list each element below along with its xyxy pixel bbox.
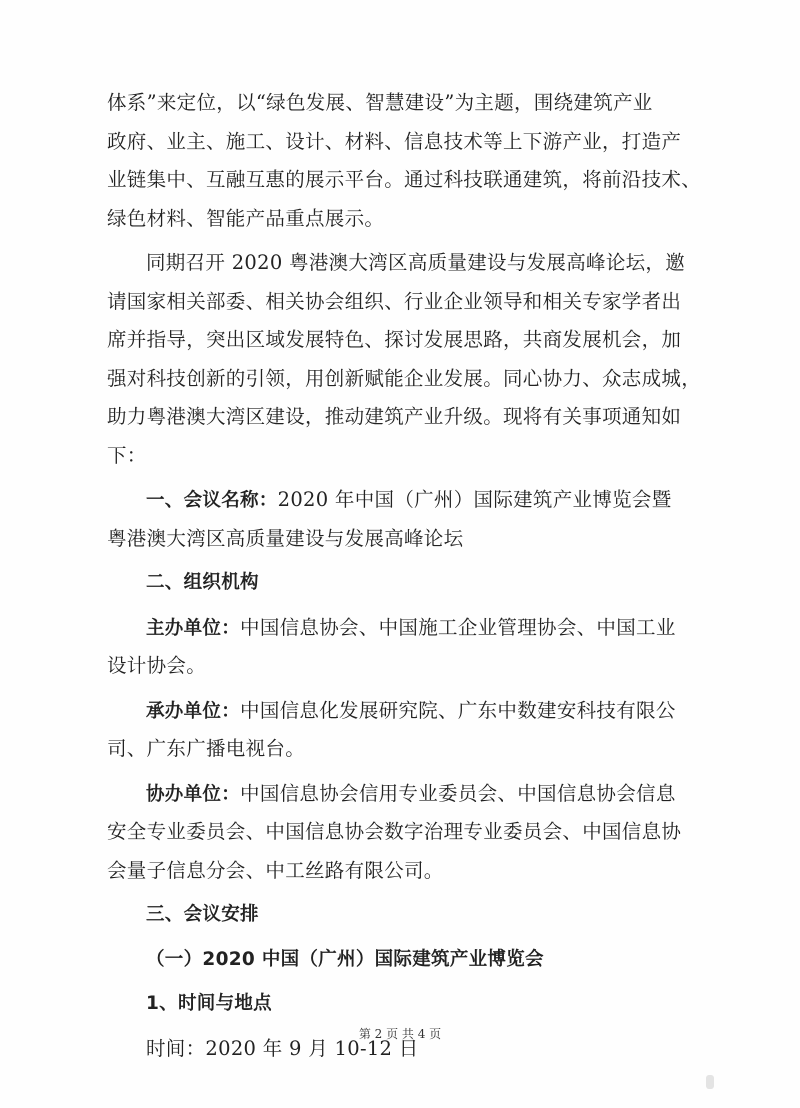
host-line-2: 设计协会。 <box>107 654 207 677</box>
body-line-2: 政府、业主、施工、设计、材料、信息技术等上下游产业，打造产 <box>107 129 682 153</box>
section-heading-organization: 二、组织机构 <box>146 572 259 593</box>
meeting-name-text: 2020 年中国（广州）国际建筑产业博览会暨 <box>277 488 672 511</box>
document-body <box>107 84 702 1068</box>
page-footer: 第 2 页 共 4 页 <box>358 1027 442 1041</box>
body-line-4: 绿色材料、智能产品重点展示。 <box>107 206 385 230</box>
co-organizer-line <box>107 775 697 814</box>
body-line-1: 体系”来定位，以“绿色发展、智慧建设”为主题，围绕建筑产业 <box>107 91 653 114</box>
host-text: 中国信息协会、中国施工企业管理协会、中国工业 <box>240 615 676 639</box>
body-line-3: 业链集中、互融互惠的展示平台。通过科技联通建筑，将前沿技术、 <box>107 168 702 191</box>
host-label: 主办单位： <box>146 617 241 639</box>
subsection-heading-expo: （一）2020 中国（广州）国际建筑产业博览会 <box>146 948 544 970</box>
body-line-6: 请国家相关部委、相关协会组织、行业企业领导和相关专家学者出 <box>107 289 682 313</box>
body-line-8: 强对科技创新的引领，用创新赋能企业发展。同心协力、众志成城， <box>107 366 702 390</box>
host-line <box>107 609 697 648</box>
organizer-line <box>107 692 697 731</box>
time-line: 时间：2020 年 9 月 10-12 日 <box>146 1036 419 1060</box>
scan-artifact <box>706 1075 714 1089</box>
co-organizer-label: 协办单位： <box>146 783 241 805</box>
section-heading-arrangement: 三、会议安排 <box>146 904 259 925</box>
body-line-5: 同期召开 2020 粤港澳大湾区高质量建设与发展高峰论坛，邀 <box>146 251 686 274</box>
meeting-name-line <box>107 481 697 520</box>
co-organizer-line-2: 安全专业委员会、中国信息协会数字治理专业委员会、中国信息协 <box>107 820 682 843</box>
organizer-label: 承办单位： <box>146 700 241 722</box>
meeting-name-line-2: 粤港澳大湾区高质量建设与发展高峰论坛 <box>107 526 464 550</box>
organizer-line-2: 司、广东广播电视台。 <box>107 737 306 760</box>
co-organizer-line-3: 会量子信息分会、中工丝路有限公司。 <box>107 858 444 882</box>
body-line-9: 助力粤港澳大湾区建设，推动建筑产业升级。现将有关事项通知如 <box>107 405 682 428</box>
organizer-text: 中国信息化发展研究院、广东中数建安科技有限公 <box>240 698 676 722</box>
co-organizer-text: 中国信息协会信用专业委员会、中国信息协会信息 <box>240 781 676 805</box>
subsection-heading-time-place: 1、时间与地点 <box>146 993 272 1014</box>
meeting-name-label: 一、会议名称： <box>146 490 278 511</box>
body-line-10: 下： <box>107 443 147 467</box>
body-line-7: 席并指导，突出区域发展特色、探讨发展思路，共商发展机会，加 <box>107 328 682 351</box>
